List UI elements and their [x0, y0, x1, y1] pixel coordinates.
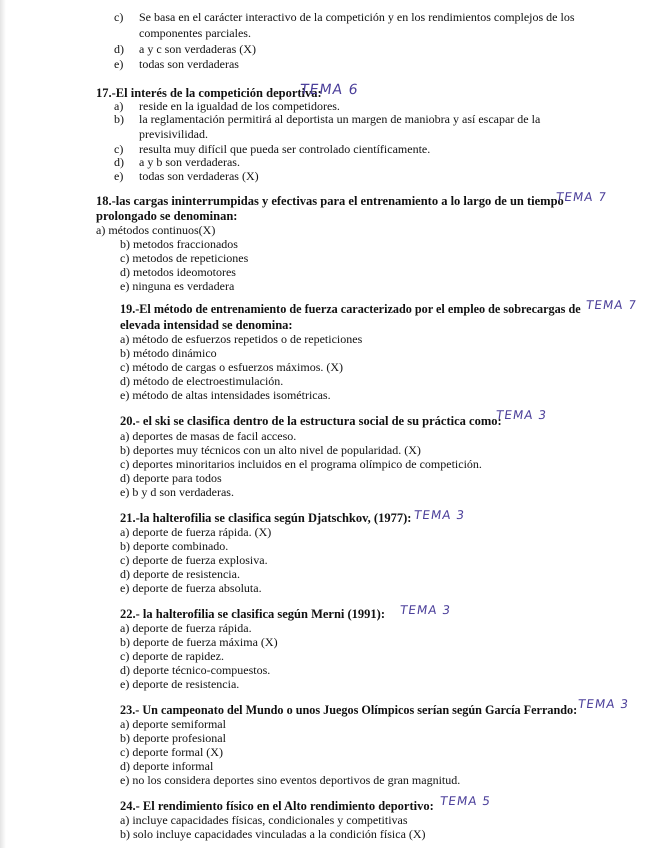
option-c: c) método de cargas o esfuerzos máximos. (X)	[120, 360, 344, 374]
option-b: b) deporte profesional	[120, 731, 226, 745]
option-text-continued: componentes parciales.	[139, 26, 251, 40]
handwritten-tema-note: TEMA 3	[577, 697, 630, 711]
handwritten-tema-note: TEMA 3	[399, 603, 452, 617]
handwritten-tema-note: TEMA 5	[439, 794, 492, 808]
question-title: 19.-El método de entrenamiento de fuerza caracterizado por el empleo de sobrecargas de	[120, 302, 581, 316]
option-text: a y b son verdaderas.	[139, 155, 240, 169]
option-c: c) deporte de rapidez.	[120, 649, 224, 663]
option-letter: e)	[114, 57, 124, 71]
option-a: a) método de esfuerzos repetidos o de repeticiones	[120, 332, 363, 346]
question-title: 24.- El rendimiento físico en el Alto rendimiento deportivo:	[120, 799, 434, 813]
option-text: Se basa en el carácter interactivo de la competición y en los rendimientos complejos de los	[139, 10, 575, 24]
option-d: d) deporte técnico-compuestos.	[120, 663, 271, 677]
question-title: 21.-la halterofilia se clasifica según Djatschkov, (1977):	[120, 511, 412, 525]
option-b: b) deportes muy técnicos con un alto nivel de popularidad. (X)	[120, 443, 421, 457]
option-d: d) deporte informal	[120, 759, 214, 773]
option-letter: d)	[114, 155, 124, 169]
option-d: d) deporte para todos	[120, 471, 222, 485]
option-a: a) deportes de masas de facil acceso.	[120, 429, 297, 443]
option-d: d) método de electroestimulación.	[120, 374, 284, 388]
option-letter: c)	[114, 10, 124, 24]
option-b: b) deporte de fuerza máxima (X)	[120, 635, 278, 649]
option-letter: b)	[114, 112, 124, 126]
option-b: b) método dinámico	[120, 346, 217, 360]
option-e: e) método de altas intensidades isométricas.	[120, 388, 331, 402]
option-letter: c)	[114, 142, 124, 156]
option-text: todas son verdaderas	[139, 57, 239, 71]
option-e: e) deporte de resistencia.	[120, 677, 240, 691]
handwritten-tema-note: TEMA 3	[495, 408, 548, 422]
handwritten-tema-note: TEMA 3	[413, 508, 466, 522]
option-text: todas son verdaderas (X)	[139, 169, 259, 183]
handwritten-tema-note: TEMA 7	[555, 190, 608, 204]
handwritten-tema-note: TEMA 7	[585, 298, 638, 312]
option-e: e) ninguna es verdadera	[120, 279, 235, 293]
option-d: d) deporte de resistencia.	[120, 567, 240, 581]
option-b: b) metodos fraccionados	[120, 237, 238, 251]
option-letter: a)	[114, 99, 124, 113]
option-e: e) b y d son verdaderas.	[120, 485, 234, 499]
option-c: c) metodos de repeticiones	[120, 251, 249, 265]
option-a: a) deporte semiformal	[120, 717, 226, 731]
option-text: a y c son verdaderas (X)	[139, 42, 256, 56]
option-e: e) no los considera deportes sino eventos deportivos de gran magnitud.	[120, 773, 461, 787]
option-c: c) deporte formal (X)	[120, 745, 223, 759]
option-c: c) deporte de fuerza explosiva.	[120, 553, 268, 567]
question-title: 17.-El interés de la competición deportiva:	[96, 86, 322, 100]
option-text-continued: previsivilidad.	[139, 127, 208, 141]
handwritten-tema-note: TEMA 6	[298, 82, 360, 98]
option-a: a) incluye capacidades físicas, condicionales y competitivas	[120, 813, 408, 827]
question-title: 18.-las cargas ininterrumpidas y efectivas para el entrenamiento a lo largo de un tiempo	[96, 194, 564, 208]
question-title: 23.- Un campeonato del Mundo o unos Juegos Olímpicos serían según García Ferrando:	[120, 703, 578, 717]
option-b: b) deporte combinado.	[120, 539, 229, 553]
option-text: resulta muy difícil que pueda ser controlado científicamente.	[139, 142, 431, 156]
option-c: c) deportes minoritarios incluidos en el programa olímpico de competición.	[120, 457, 482, 471]
question-title-continued: prolongado se denominan:	[96, 209, 238, 223]
option-a: a) métodos continuos(X)	[96, 223, 216, 237]
option-b: b) solo incluye capacidades vinculadas a la condición física (X)	[120, 827, 426, 841]
option-a: a) deporte de fuerza rápida.	[120, 621, 252, 635]
option-text: la reglamentación permitirá al deportista un margen de maniobra y así escapar de la	[139, 112, 541, 126]
option-letter: e)	[114, 169, 124, 183]
option-e: e) deporte de fuerza absoluta.	[120, 581, 262, 595]
option-letter: d)	[114, 42, 124, 56]
option-a: a) deporte de fuerza rápida. (X)	[120, 525, 272, 539]
scan-edge-shadow	[0, 0, 6, 848]
option-d: d) metodos ideomotores	[120, 265, 236, 279]
question-title: 20.- el ski se clasifica dentro de la estructura social de su práctica como:	[120, 414, 502, 428]
question-title-continued: elevada intensidad se denomina:	[120, 318, 293, 332]
question-title: 22.- la halterofilia se clasifica según Merni (1991):	[120, 607, 386, 621]
option-text: reside en la igualdad de los competidores.	[139, 99, 340, 113]
